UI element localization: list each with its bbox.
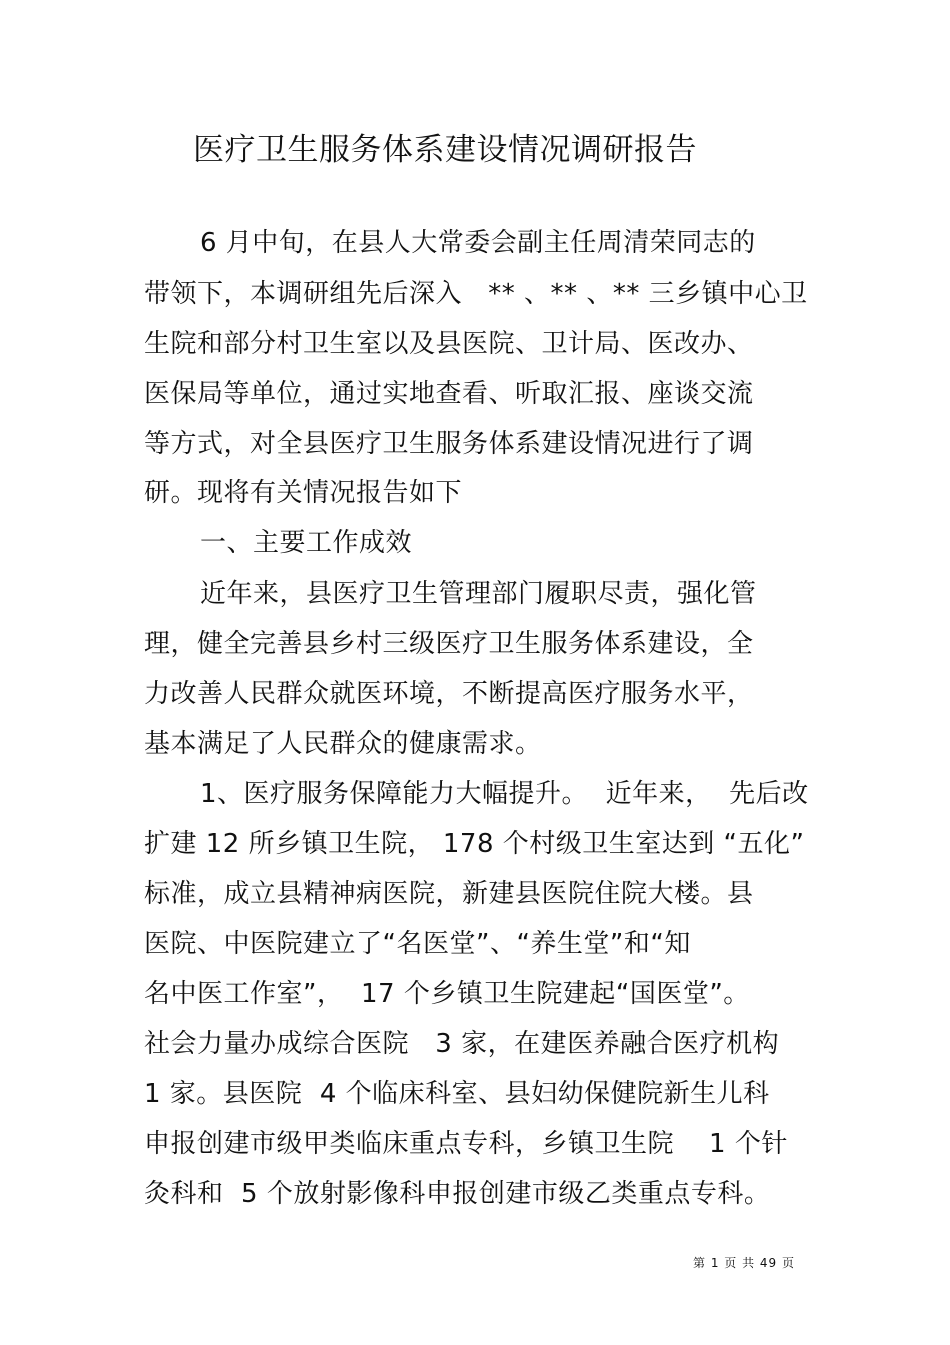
paragraph-line: 理，健全完善县乡村三级医疗卫生服务体系建设，全 [144,629,754,659]
paragraph-line: 基本满足了人民群众的健康需求。 [144,729,542,759]
paragraph-line: 社会力量办成综合医院 3 家，在建医养融合医疗机构 [144,1029,780,1059]
page-number-footer: 第 1 页 共 49 页 [693,1256,795,1270]
paragraph-line: 力改善人民群众就医环境，不断提高医疗服务水平， [144,679,754,709]
paragraph-line: 等方式，对全县医疗卫生服务体系建设情况进行了调 [144,429,754,459]
paragraph-line: 研。现将有关情况报告如下 [144,478,463,508]
paragraph-line: 扩建 12 所乡镇卫生院， 178 个村级卫生室达到 “五化” [144,829,805,859]
paragraph-line: 灸科和 5 个放射影像科申报创建市级乙类重点专科。 [144,1179,771,1209]
document-title: 医疗卫生服务体系建设情况调研报告 [193,132,697,168]
paragraph-line: 1、医疗服务保障能力大幅提升。 近年来， 先后改 [200,779,809,809]
paragraph-line: 带领下，本调研组先后深入 ** 、** 、** 三乡镇中心卫 [144,279,808,309]
paragraph-line: 医保局等单位，通过实地查看、听取汇报、座谈交流 [144,379,754,409]
paragraph-line: 名中医工作室”， 17 个乡镇卫生院建起“国医堂”。 [144,979,750,1009]
section-heading: 一、主要工作成效 [200,528,413,558]
paragraph-line: 标准，成立县精神病医院，新建县医院住院大楼。县 [144,879,754,909]
paragraph-line: 申报创建市级甲类临床重点专科，乡镇卫生院 1 个针 [144,1129,788,1159]
paragraph-line: 生院和部分村卫生室以及县医院、卫计局、医改办、 [144,329,754,359]
paragraph-line: 1 家。县医院 4 个临床科室、县妇幼保健院新生儿科 [144,1079,770,1109]
paragraph-line: 近年来，县医疗卫生管理部门履职尽责，强化管 [200,579,757,609]
paragraph-line: 医院、中医院建立了“名医堂”、“养生堂”和“知 [144,929,691,959]
paragraph-line: 6 月中旬，在县人大常委会副主任周清荣同志的 [200,228,756,258]
